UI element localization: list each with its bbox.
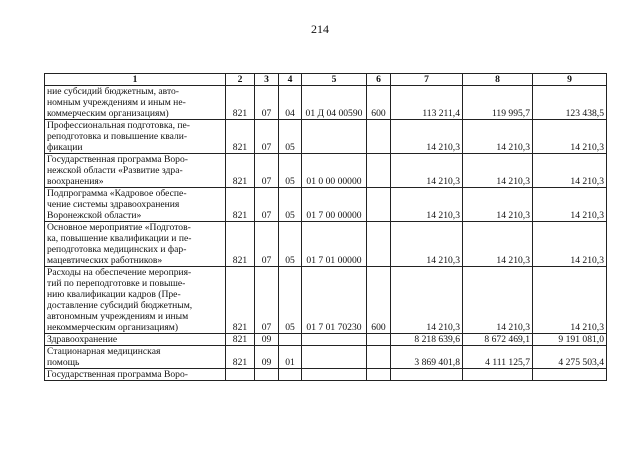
header-col-1: 1 bbox=[45, 74, 226, 86]
row-cell-col-4: 05 bbox=[279, 267, 302, 334]
row-cell-col-2: 821 bbox=[226, 334, 255, 346]
row-cell-col-9: 123 438,5 bbox=[533, 86, 607, 120]
row-cell-col-2 bbox=[226, 369, 255, 381]
page-number: 214 bbox=[311, 22, 329, 36]
row-cell-col-6 bbox=[367, 120, 391, 154]
row-name-cell: Государственная программа Воро- нежской области «Развитие здра- воохранения» bbox=[45, 154, 226, 188]
row-cell-col-9: 14 210,3 bbox=[533, 267, 607, 334]
header-col-7: 7 bbox=[391, 74, 463, 86]
row-cell-col-5 bbox=[302, 120, 367, 154]
row-cell-col-8: 14 210,3 bbox=[463, 120, 533, 154]
row-cell-col-3: 07 bbox=[255, 154, 279, 188]
row-cell-col-2: 821 bbox=[226, 154, 255, 188]
table-row bbox=[45, 267, 607, 334]
row-cell-col-4: 05 bbox=[279, 120, 302, 154]
row-name-cell: Стационарная медицинская помощь bbox=[45, 346, 226, 369]
budget-table bbox=[44, 73, 607, 381]
row-cell-col-5: 01 7 00 00000 bbox=[302, 188, 367, 222]
row-cell-col-7: 8 218 639,6 bbox=[391, 334, 463, 346]
table-body bbox=[45, 86, 607, 381]
row-cell-col-8 bbox=[463, 369, 533, 381]
row-cell-col-6 bbox=[367, 222, 391, 267]
row-cell-col-9: 14 210,3 bbox=[533, 154, 607, 188]
table-row bbox=[45, 86, 607, 120]
row-cell-col-4: 05 bbox=[279, 154, 302, 188]
row-cell-col-4: 01 bbox=[279, 346, 302, 369]
table-row bbox=[45, 346, 607, 369]
row-cell-col-3: 07 bbox=[255, 222, 279, 267]
row-cell-col-6 bbox=[367, 154, 391, 188]
row-cell-col-9: 14 210,3 bbox=[533, 188, 607, 222]
row-cell-col-3: 07 bbox=[255, 267, 279, 334]
row-cell-col-2: 821 bbox=[226, 267, 255, 334]
row-cell-col-5: 01 7 01 00000 bbox=[302, 222, 367, 267]
table-row bbox=[45, 120, 607, 154]
row-name-cell: Государственная программа Воро- bbox=[45, 369, 226, 381]
row-name-cell: Здравоохранение bbox=[45, 334, 226, 346]
row-cell-col-6: 600 bbox=[367, 86, 391, 120]
row-cell-col-4: 04 bbox=[279, 86, 302, 120]
row-cell-col-5 bbox=[302, 334, 367, 346]
row-cell-col-2: 821 bbox=[226, 222, 255, 267]
header-col-6: 6 bbox=[367, 74, 391, 86]
row-cell-col-8: 8 672 469,1 bbox=[463, 334, 533, 346]
row-cell-col-9 bbox=[533, 369, 607, 381]
row-name-cell: ние субсидий бюджетным, авто- номным учреждениям и иным не- коммерческим организациям) bbox=[45, 86, 226, 120]
row-cell-col-7 bbox=[391, 369, 463, 381]
row-name-cell: Расходы на обеспечение мероприя- тий по переподготовке и повыше- нию квалификации кадров (Пре- доставление субсидий бюджетным, автономным учреждениям и иным некоммерческим организациям) bbox=[45, 267, 226, 334]
table-row bbox=[45, 154, 607, 188]
row-cell-col-4: 05 bbox=[279, 222, 302, 267]
row-cell-col-4: 05 bbox=[279, 188, 302, 222]
row-cell-col-9: 9 191 081,0 bbox=[533, 334, 607, 346]
row-cell-col-2: 821 bbox=[226, 346, 255, 369]
row-cell-col-2: 821 bbox=[226, 188, 255, 222]
row-name-cell: Подпрограмма «Кадровое обеспе- чение системы здравоохранения Воронежской области» bbox=[45, 188, 226, 222]
table-header-row bbox=[45, 74, 607, 86]
row-cell-col-7: 14 210,3 bbox=[391, 120, 463, 154]
row-cell-col-4 bbox=[279, 369, 302, 381]
row-cell-col-3: 09 bbox=[255, 334, 279, 346]
row-cell-col-7: 14 210,3 bbox=[391, 267, 463, 334]
header-col-2: 2 bbox=[226, 74, 255, 86]
row-cell-col-7: 113 211,4 bbox=[391, 86, 463, 120]
header-col-3: 3 bbox=[255, 74, 279, 86]
row-cell-col-5: 01 Д 04 00590 bbox=[302, 86, 367, 120]
row-cell-col-3: 07 bbox=[255, 86, 279, 120]
row-cell-col-7: 14 210,3 bbox=[391, 188, 463, 222]
row-cell-col-8: 14 210,3 bbox=[463, 188, 533, 222]
row-cell-col-2: 821 bbox=[226, 86, 255, 120]
row-cell-col-3: 07 bbox=[255, 120, 279, 154]
row-cell-col-6 bbox=[367, 346, 391, 369]
row-cell-col-9: 14 210,3 bbox=[533, 120, 607, 154]
row-cell-col-7: 3 869 401,8 bbox=[391, 346, 463, 369]
row-cell-col-6 bbox=[367, 188, 391, 222]
row-cell-col-3: 09 bbox=[255, 346, 279, 369]
row-cell-col-5: 01 0 00 00000 bbox=[302, 154, 367, 188]
row-cell-col-5 bbox=[302, 369, 367, 381]
row-cell-col-6 bbox=[367, 369, 391, 381]
row-cell-col-6: 600 bbox=[367, 267, 391, 334]
table-row bbox=[45, 334, 607, 346]
header-col-5: 5 bbox=[302, 74, 367, 86]
row-cell-col-8: 14 210,3 bbox=[463, 267, 533, 334]
row-cell-col-9: 14 210,3 bbox=[533, 222, 607, 267]
row-cell-col-8: 14 210,3 bbox=[463, 154, 533, 188]
header-col-9: 9 bbox=[533, 74, 607, 86]
row-cell-col-9: 4 275 503,4 bbox=[533, 346, 607, 369]
header-col-4: 4 bbox=[279, 74, 302, 86]
header-col-8: 8 bbox=[463, 74, 533, 86]
row-cell-col-3 bbox=[255, 369, 279, 381]
row-cell-col-8: 4 111 125,7 bbox=[463, 346, 533, 369]
row-name-cell: Профессиональная подготовка, пе- реподготовка и повышение квали- фикации bbox=[45, 120, 226, 154]
row-cell-col-4 bbox=[279, 334, 302, 346]
row-cell-col-8: 119 995,7 bbox=[463, 86, 533, 120]
row-cell-col-5: 01 7 01 70230 bbox=[302, 267, 367, 334]
row-cell-col-6 bbox=[367, 334, 391, 346]
table-row bbox=[45, 369, 607, 381]
row-cell-col-5 bbox=[302, 346, 367, 369]
row-cell-col-3: 07 bbox=[255, 188, 279, 222]
row-cell-col-8: 14 210,3 bbox=[463, 222, 533, 267]
row-cell-col-7: 14 210,3 bbox=[391, 222, 463, 267]
row-cell-col-2: 821 bbox=[226, 120, 255, 154]
table-row bbox=[45, 188, 607, 222]
table-row bbox=[45, 222, 607, 267]
row-cell-col-7: 14 210,3 bbox=[391, 154, 463, 188]
row-name-cell: Основное мероприятие «Подготов- ка, повышение квалификации и пе- реподготовка медицинских и фар- мацевтических работников» bbox=[45, 222, 226, 267]
